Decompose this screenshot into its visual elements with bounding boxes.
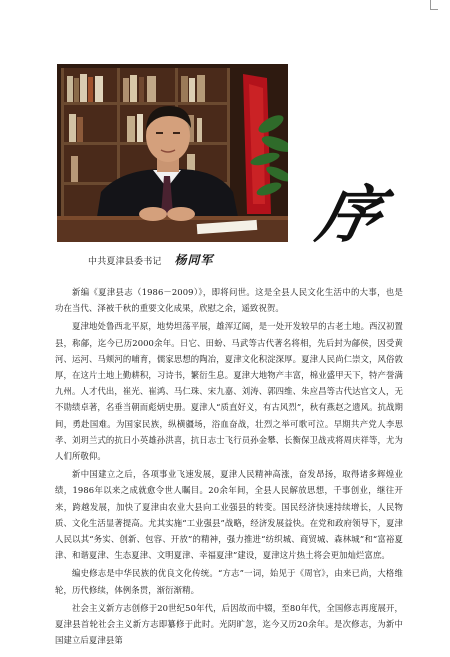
preface-body	[55, 284, 403, 650]
paragraph-1: 新编《夏津县志（1986－2009）》，即将问世。这是全县人民文化生活中的大事，也是功在当代、泽被千秋的重要文化成果，欣慰之余，遥致祝贺。	[55, 287, 403, 314]
page-corner-mark	[430, 0, 438, 10]
paragraph-3: 新中国建立之后，各项事业飞速发展，夏津人民精神高涨，奋发昂扬，取得诸多辉煌业绩，1986年以来之成就愈令世人瞩目。20余年间，全县人民解放思想，千事创业，继往开来，跨越发展，加快了夏津由农业大县向工业强县的转变。国民经济快速持续增长，人民物质、文化生活显著提高。尤其实施“工业强县”战略，经济发展益快。在党和政府领导下，夏津人民以其“务实、创新、包容、开放”的精神，强力推进“纺织城、商贸城、森林城”和“富裕夏津、和谐夏津、生态夏津、文明夏津、幸福夏津”建设，夏津这片热土将会更加灿烂富庶。	[55, 469, 403, 561]
signature: 杨同军	[174, 253, 214, 267]
preface-heading: 序	[311, 178, 389, 251]
paragraph-4: 编史修志是中华民族的优良文化传统。“方志”一词，始见于《周官》，由来已尚，大格维轮，历代修续，体例条贯，渐衍渐精。	[55, 568, 403, 595]
paragraph-2: 夏津地处鲁西北平原，地势坦荡平展，雄浑辽阔，是一处开发较早的古老土地。西汉初置县，称鄃，迄今已历2000余年。日它、田蚡、马武等古代著名将相，先后封为鄃侯，因受黄河、运河、马颊河的哺育，儒家思想的陶冶，夏津文化积淀深厚。夏津人民尚仁崇文，风俗敦厚，在这片土地上勤耕积，习诗书，繁衍生息。夏津大地物产丰富，棉业盛甲天下，特产誉满九州。人才代出，崔光、崔鸿、马仁珠、宋九嘉、刘涛、郭四维、朱应昌等古代达官文人，无不勋绩卓著，名垂当朝而彪炳史册。夏津人“质直好义，有古风烈”，秋有燕赵之遗风。抗战期间，勇赴国难。为国家民族，纵横疆场，浴血奋战，壮烈之举可歌可泣。早期共产党人李思孝、刘玥兰式的抗日小英雄孙洪喜，抗日志士飞行员孙金攀、长衡保卫战戎将周庆祥等，尤为人们所敬仰。	[55, 321, 403, 462]
caption-title: 中共夏津县委书记	[88, 257, 162, 267]
photo-caption	[88, 251, 214, 268]
portrait-photo	[57, 64, 288, 242]
paragraph-5: 社会主义新方志创修于20世纪50年代，后因故而中辍，至80年代，全国修志再度展开，夏津县首轮社会主义新方志即纂修于此时。光阴旷忽，迄今又历20余年。是次修志，为新中国建立后夏津县第	[55, 602, 403, 646]
